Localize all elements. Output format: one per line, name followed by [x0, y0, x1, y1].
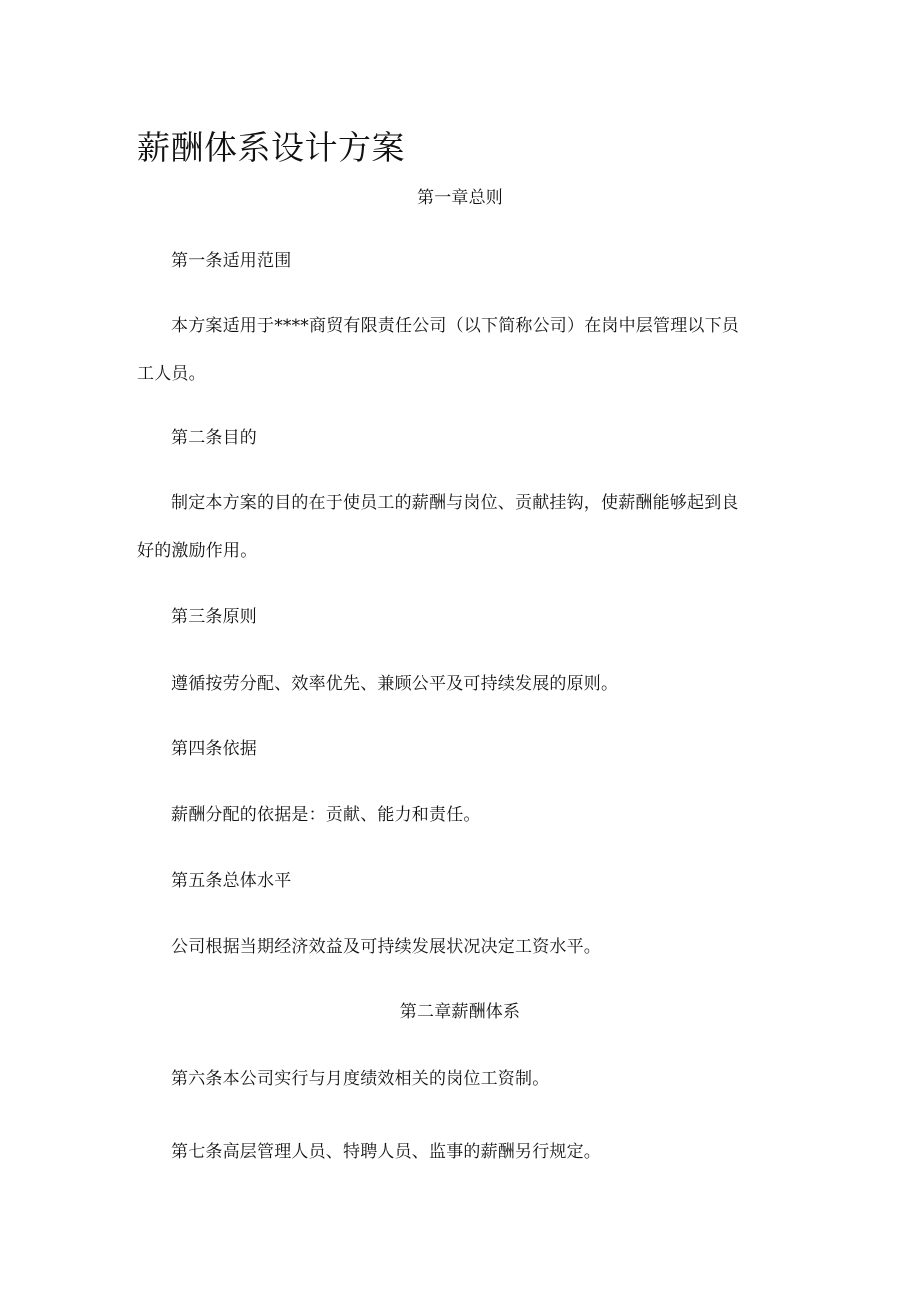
document-title: 薪酬体系设计方案 — [137, 128, 405, 167]
chapter-heading-2: 第二章薪酬体系 — [399, 1002, 521, 1022]
article-1-text-line-1: 本方案适用于****商贸有限责任公司（以下简称公司）在岗中层管理以下员 — [171, 316, 739, 336]
article-3-heading: 第三条原则 — [171, 607, 257, 627]
article-7-text: 第七条高层管理人员、特聘人员、监事的薪酬另行规定。 — [171, 1142, 601, 1162]
chapter-heading-1: 第一章总则 — [417, 188, 503, 208]
article-4-text: 薪酬分配的依据是：贡献、能力和责任。 — [171, 805, 481, 825]
article-1-heading: 第一条适用范围 — [171, 251, 292, 271]
article-2-text-line-1: 制定本方案的目的在于使员工的薪酬与岗位、贡献挂钩，使薪酬能够起到良 — [171, 493, 739, 513]
article-4-heading: 第四条依据 — [171, 739, 257, 759]
article-5-heading: 第五条总体水平 — [171, 871, 292, 891]
article-1-text-line-2: 工人员。 — [137, 364, 206, 384]
article-5-text: 公司根据当期经济效益及可持续发展状况决定工资水平。 — [171, 937, 601, 957]
article-6-text: 第六条本公司实行与月度绩效相关的岗位工资制。 — [171, 1069, 550, 1089]
article-3-text: 遵循按劳分配、效率优先、兼顾公平及可持续发展的原则。 — [171, 674, 619, 694]
article-2-heading: 第二条目的 — [171, 428, 257, 448]
article-2-text-line-2: 好的激励作用。 — [137, 541, 258, 561]
